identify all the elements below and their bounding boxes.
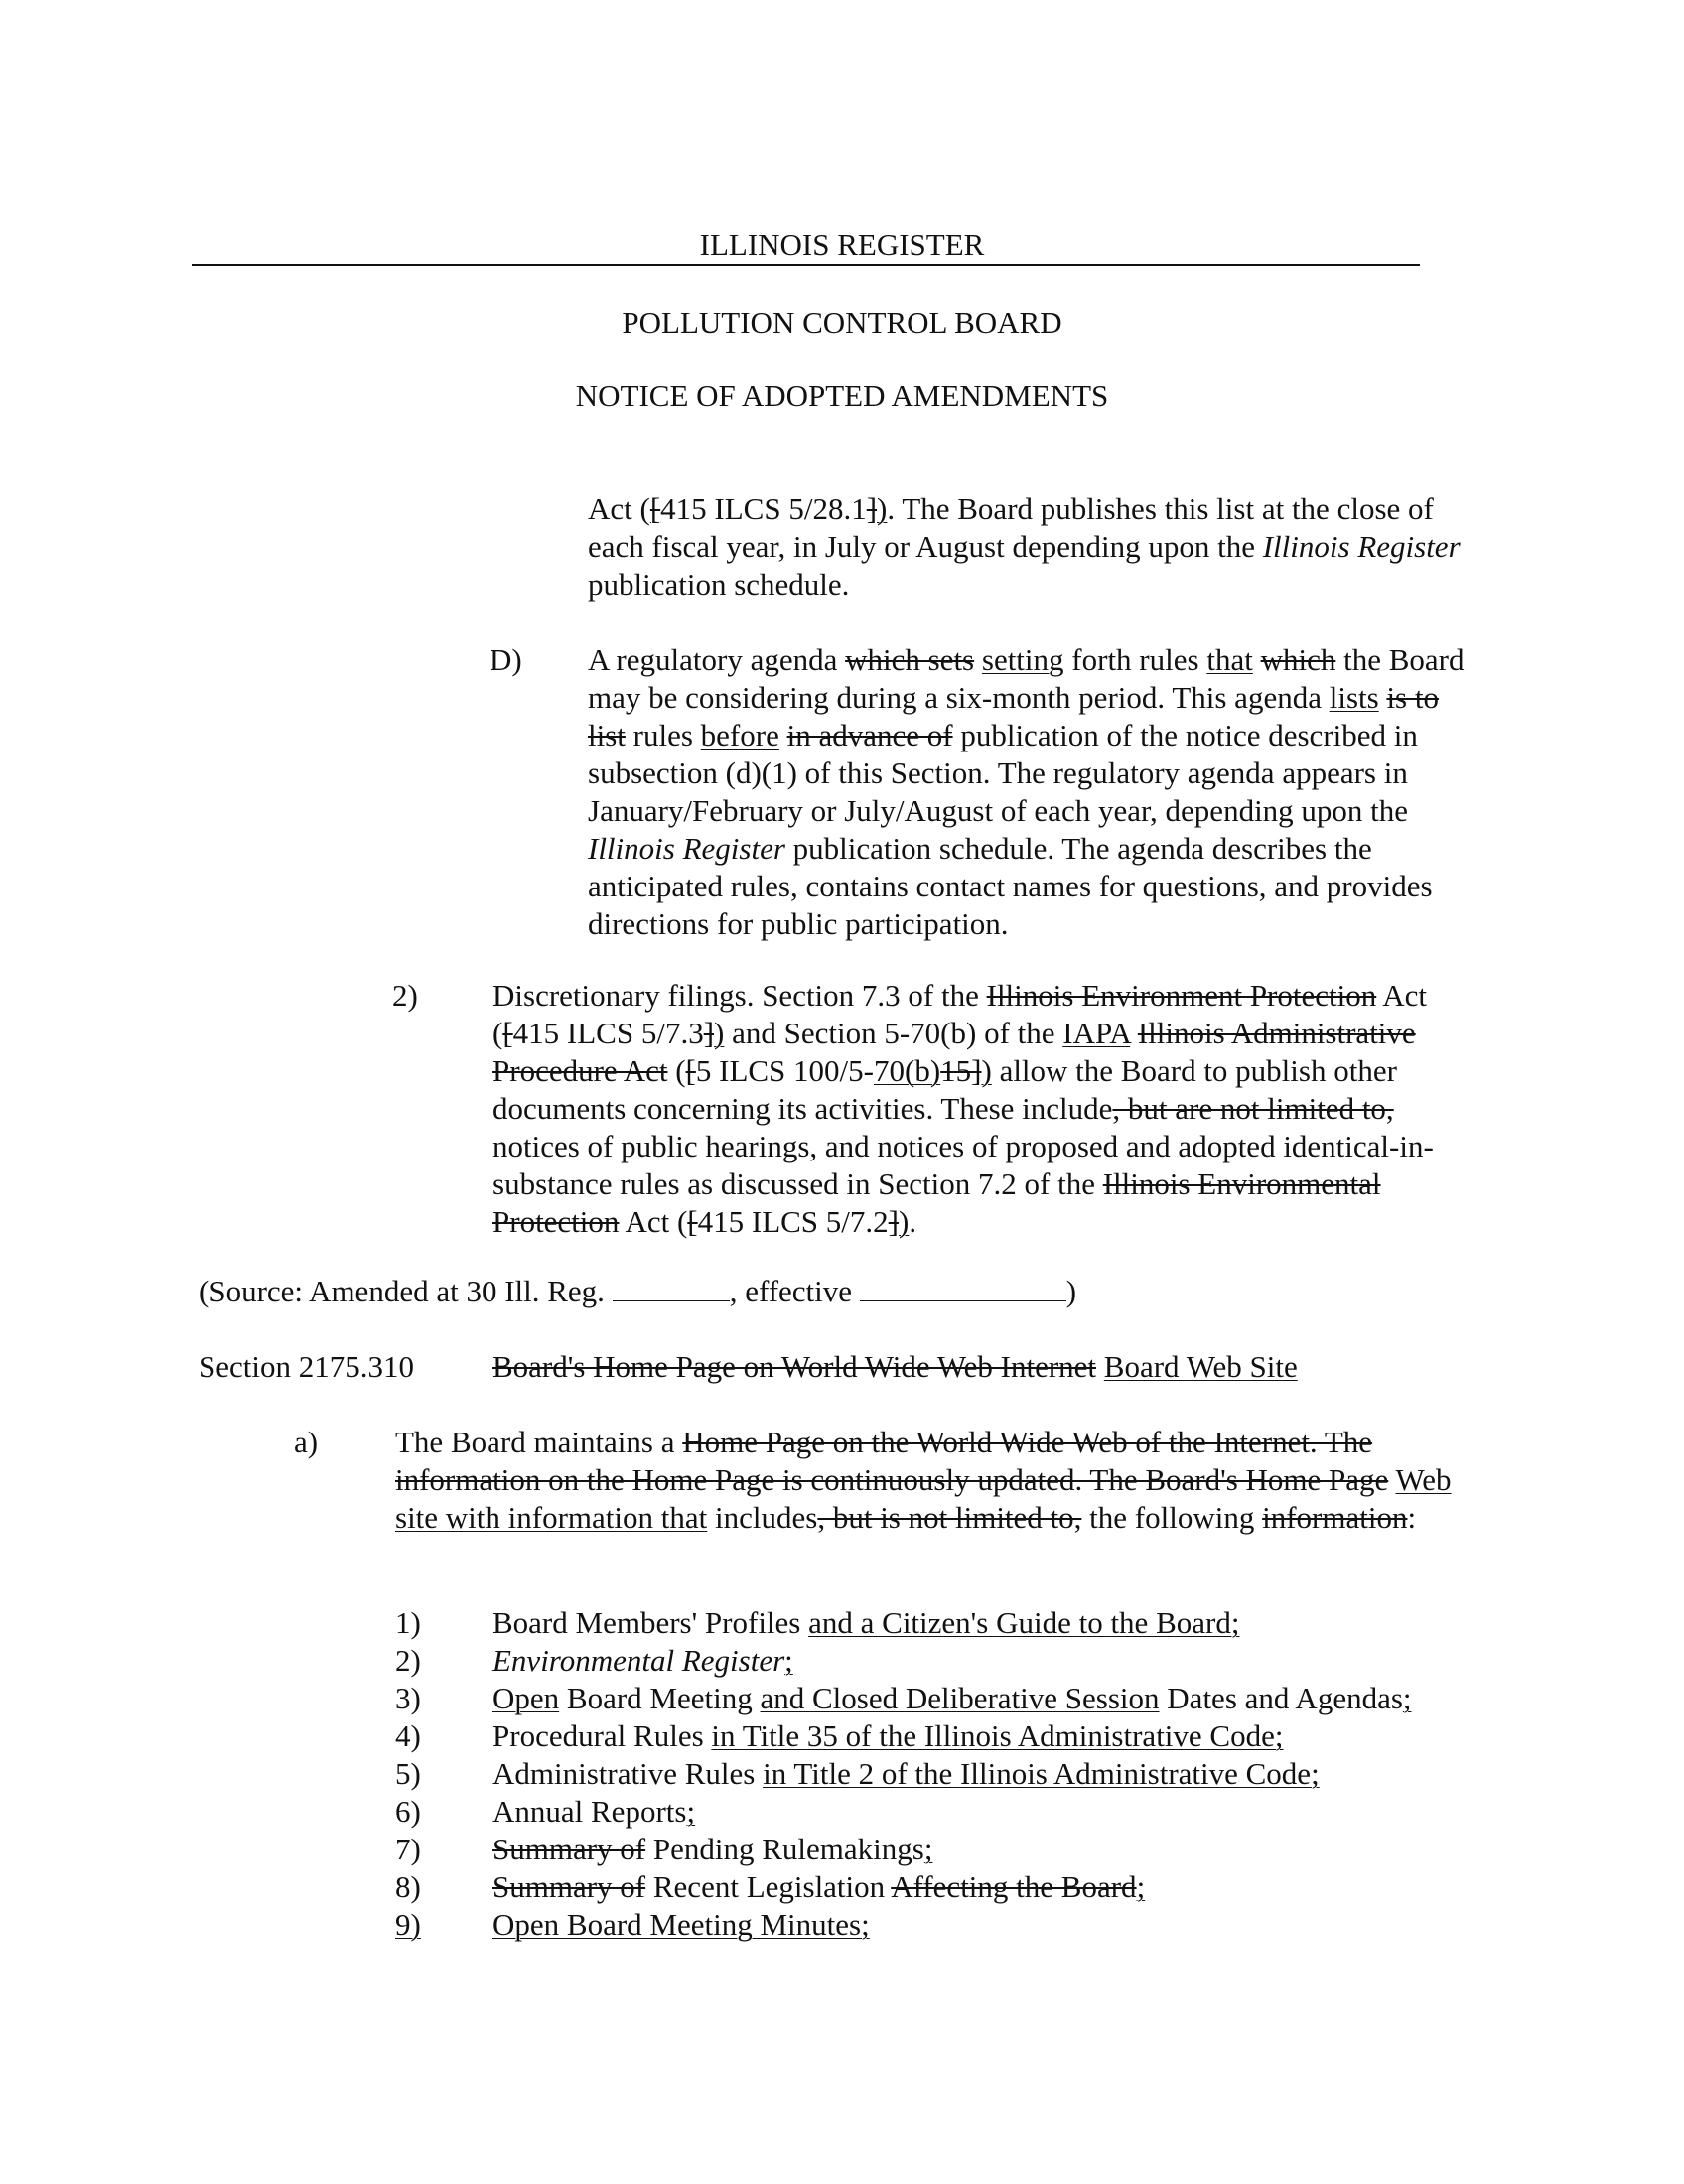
source-effective-blank [860, 1275, 1066, 1301]
section-title: Board's Home Page on World Wide Web Internet Board Web Site [492, 1349, 1298, 1384]
source-note: (Source: Amended at 30 Ill. Reg. , effective ) [199, 1274, 1077, 1308]
item-d-label: D) [490, 642, 522, 677]
item-a-label: a) [294, 1425, 319, 1459]
section-number: Section 2175.310 [199, 1349, 414, 1384]
header-rule [192, 264, 1420, 266]
item-2-label: 2) [392, 978, 418, 1013]
item-a-text: The Board maintains a Home Page on the World Wide Web of the Internet. The information on the Home Page is continuously updated. The Board's Home Page Web site with information that includes, but is not limited to, the following information: [395, 1425, 1452, 1535]
notice-title: NOTICE OF ADOPTED AMENDMENTS [575, 378, 1109, 413]
source-reg-blank [613, 1275, 730, 1301]
agency-title: POLLUTION CONTROL BOARD [622, 305, 1062, 340]
item-d-text: A regulatory agenda which sets setting forth rules that which the Board may be considering during a six-month period. This agenda lists is to list rules before in advance of publication of the notice described in subsection (d)(1) of this Section. The regulatory agenda appears in January/February or July/August of each year, depending upon the Illinois Register publication schedule. The agenda describes the anticipated rules, contains contact names for questions, and provides directions for public participation. [588, 642, 1465, 941]
item-2-text: Discretionary filings. Section 7.3 of the Illinois Environment Protection Act ([415 ILCS 5/7.3]) and Section 5-70(b) of the IAPA Illinois Administrative Procedure Act ([5 ILCS 100/5-70(b)15]) allow the Board to publish other documents concerning its activities. These include, but are not limited to, notices of public hearings, and notices of proposed and adopted identical-in-substance rules as discussed in Section 7.2 of the Illinois Environmental Protection Act ([415 ILCS 5/7.2]). [492, 978, 1434, 1239]
register-title: ILLINOIS REGISTER [699, 227, 985, 262]
continued-paragraph: Act ([415 ILCS 5/28.1]). The Board publishes this list at the close of each fiscal year, in July or August depending upon the Illinois Register publication schedule. [588, 491, 1461, 602]
